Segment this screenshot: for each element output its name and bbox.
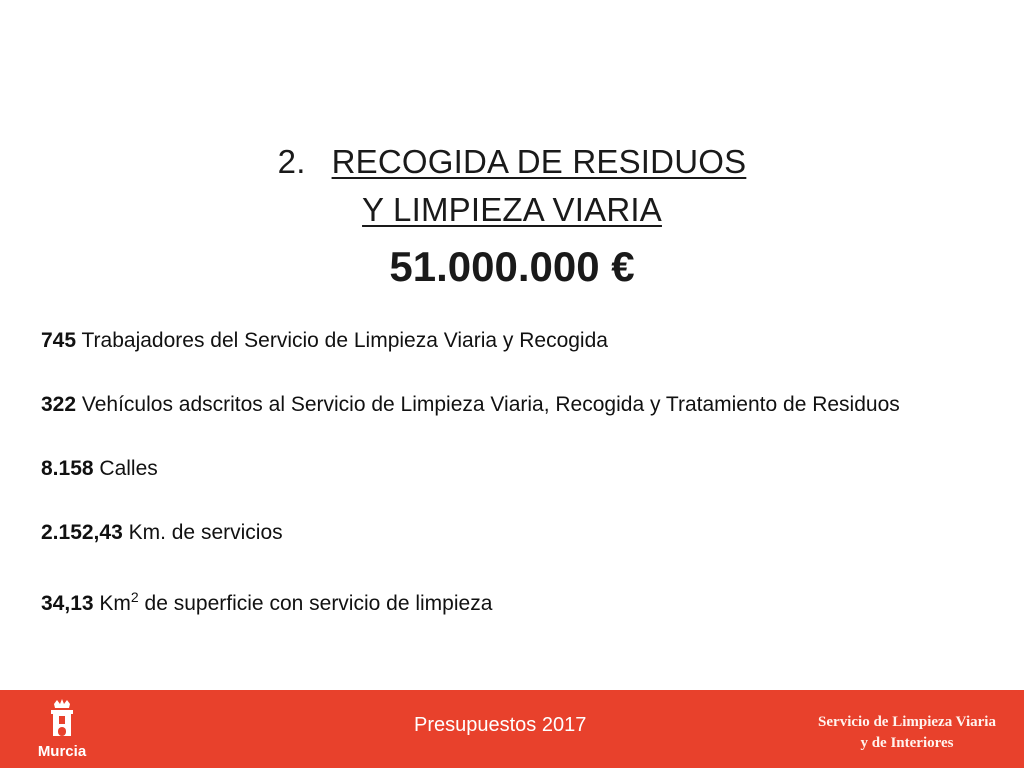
stat-label: Trabajadores del Servicio de Limpieza Viaria y Recogida — [76, 329, 608, 352]
title-line2-text: Y LIMPIEZA VIARIA — [362, 191, 662, 228]
title-line-2 — [0, 186, 1024, 234]
murcia-logo-icon — [33, 698, 91, 762]
stat-label: Km — [93, 592, 131, 615]
budget-amount: 51.000.000 € — [389, 243, 635, 290]
footer-budget-label: Presupuestos 2017 — [414, 714, 587, 736]
title-block — [0, 138, 1024, 296]
footer-service-line-1: Servicio de Limpieza Viaria — [818, 714, 996, 730]
stat-surface — [41, 581, 1001, 620]
stat-streets — [41, 453, 1001, 485]
stats-list — [41, 325, 1001, 652]
stat-value: 34,13 — [41, 592, 94, 615]
stat-superscript: 2 — [130, 589, 139, 605]
stat-workers — [41, 325, 1001, 357]
svg-text:Murcia: Murcia — [37, 743, 87, 760]
stat-value: 322 — [41, 393, 77, 416]
footer-service-name — [790, 712, 1024, 754]
title-line-1 — [0, 138, 1024, 186]
stat-label: Calles — [93, 457, 158, 480]
stat-vehicles — [41, 389, 1001, 421]
stat-km-service — [41, 517, 1001, 549]
stat-label: Vehículos adscritos al Servicio de Limpieza Viaria, Recogida y Tratamiento de Residuos — [76, 393, 900, 416]
stat-label: Km. de servicios — [122, 521, 283, 544]
title-line1-text: RECOGIDA DE RESIDUOS — [331, 143, 747, 180]
footer-bar — [0, 690, 1024, 768]
stat-label-after: de superficie con servicio de limpieza — [138, 592, 493, 615]
stat-value: 2.152,43 — [41, 521, 123, 544]
stat-value: 745 — [41, 329, 77, 352]
title-number: 2. — [277, 143, 306, 180]
stat-value: 8.158 — [41, 457, 94, 480]
footer-service-line-2: y de Interiores — [860, 735, 954, 751]
